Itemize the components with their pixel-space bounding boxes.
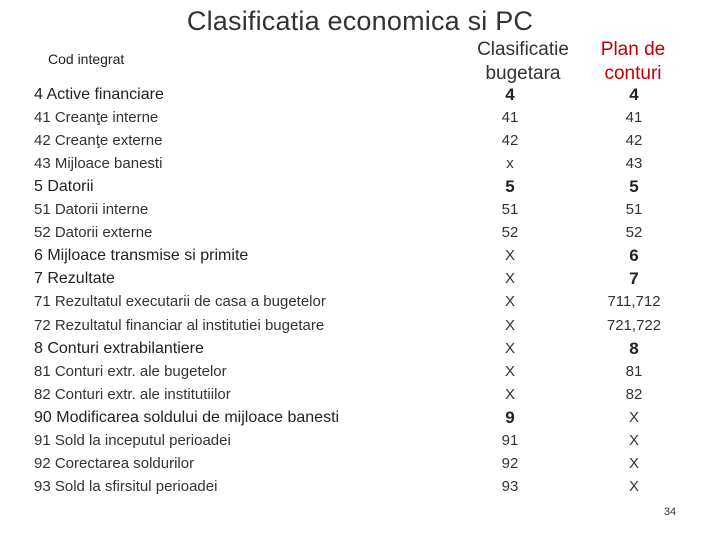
plan-conturi-value: 711,712: [607, 293, 661, 311]
clasificatie-value: X: [504, 316, 515, 334]
page-title: Clasificatia economica si PC: [186, 6, 534, 36]
table-row: [0, 429, 720, 452]
table-row: [0, 337, 720, 360]
row-label: 82 Conturi extr. ale institutiilor: [34, 385, 231, 403]
table-row: [0, 383, 720, 406]
page-number: 34: [663, 506, 677, 518]
plan-conturi-value: 42: [625, 132, 643, 150]
plan-conturi-value: 41: [625, 109, 643, 127]
clasificatie-value: 41: [501, 109, 519, 127]
row-label: 43 Mijloace banesti: [34, 155, 163, 173]
plan-conturi-value: 8: [629, 338, 639, 358]
plan-conturi-value: 81: [625, 362, 643, 380]
table-row: [0, 290, 720, 313]
clasificatie-value: 93: [501, 477, 519, 495]
table-row: [0, 198, 720, 221]
table-row: [0, 475, 720, 498]
table-row: [0, 106, 720, 129]
plan-conturi-value: 82: [625, 385, 643, 403]
plan-conturi-value: 52: [625, 224, 643, 242]
plan-conturi-value: 51: [625, 201, 643, 219]
plan-conturi-value: 4: [629, 85, 639, 104]
plan-conturi-value: X: [628, 431, 639, 449]
table-row: [0, 175, 720, 198]
clasificatie-value: 42: [501, 132, 519, 150]
plan-conturi-value: X: [628, 454, 639, 472]
plan-conturi-value: 7: [629, 269, 639, 289]
row-label: 42 Creanţe externe: [34, 132, 163, 150]
table-row: [0, 406, 720, 429]
table-row: [0, 221, 720, 244]
table-row: [0, 314, 720, 337]
clasificatie-value: X: [504, 362, 515, 380]
table-row: [0, 452, 720, 475]
row-label: 93 Sold la sfirsitul perioadei: [34, 477, 218, 495]
cod-integrat-label: Cod integrat: [48, 51, 125, 67]
row-label: 91 Sold la inceputul perioadei: [34, 431, 231, 449]
table-row: [0, 267, 720, 290]
table-row: [0, 152, 720, 175]
clasificatie-value: 4: [505, 85, 515, 104]
clasificatie-value: X: [504, 385, 515, 403]
row-label: 81 Conturi extr. ale bugetelor: [34, 362, 227, 380]
plan-conturi-value: X: [628, 408, 639, 426]
plan-conturi-value: 6: [629, 246, 639, 266]
clasificatie-value: X: [504, 293, 515, 311]
clasificatie-value: 51: [501, 201, 519, 219]
plan-conturi-value: 721,722: [606, 316, 662, 334]
clasificatie-value: 91: [501, 431, 519, 449]
clasificatie-value: 9: [505, 407, 515, 427]
clasificatie-header-line1: Clasificatie: [477, 39, 569, 60]
row-label: 71 Rezultatul executarii de casa a bugetelor: [34, 293, 326, 311]
row-label: 90 Modificarea soldului de mijloace banesti: [34, 408, 340, 426]
clasificatie-value: 5: [505, 177, 515, 197]
clasificatie-value: 52: [501, 224, 519, 242]
table-row: [0, 244, 720, 267]
plan-header-line1: Plan de: [600, 39, 666, 60]
clasificatie-value: x: [506, 155, 514, 173]
plan-header-line2: conturi: [604, 63, 662, 84]
row-label: 41 Creanţe interne: [34, 109, 159, 127]
row-label: 6 Mijloace transmise si primite: [34, 247, 249, 265]
plan-conturi-value: 43: [625, 155, 643, 173]
clasificatie-value: 92: [501, 454, 519, 472]
row-label: 4 Active financiare: [34, 86, 164, 103]
row-label: 8 Conturi extrabilantiere: [34, 339, 204, 357]
row-label: 92 Corectarea soldurilor: [34, 454, 195, 472]
row-label: 72 Rezultatul financiar al institutiei bugetare: [34, 316, 325, 334]
row-label: 52 Datorii externe: [34, 224, 153, 242]
clasificatie-value: X: [504, 339, 515, 357]
clasificatie-value: X: [504, 247, 515, 265]
table-row: [0, 129, 720, 152]
table-row: [0, 360, 720, 383]
clasificatie-value: X: [504, 270, 515, 288]
plan-conturi-value: 5: [629, 177, 639, 197]
row-label: 51 Datorii interne: [34, 201, 149, 219]
row-label: 7 Rezultate: [34, 270, 115, 288]
clasificatie-header-line2: bugetara: [485, 63, 561, 84]
table-row: [0, 83, 720, 106]
row-label: 5 Datorii: [34, 178, 94, 196]
plan-conturi-value: X: [628, 477, 639, 495]
